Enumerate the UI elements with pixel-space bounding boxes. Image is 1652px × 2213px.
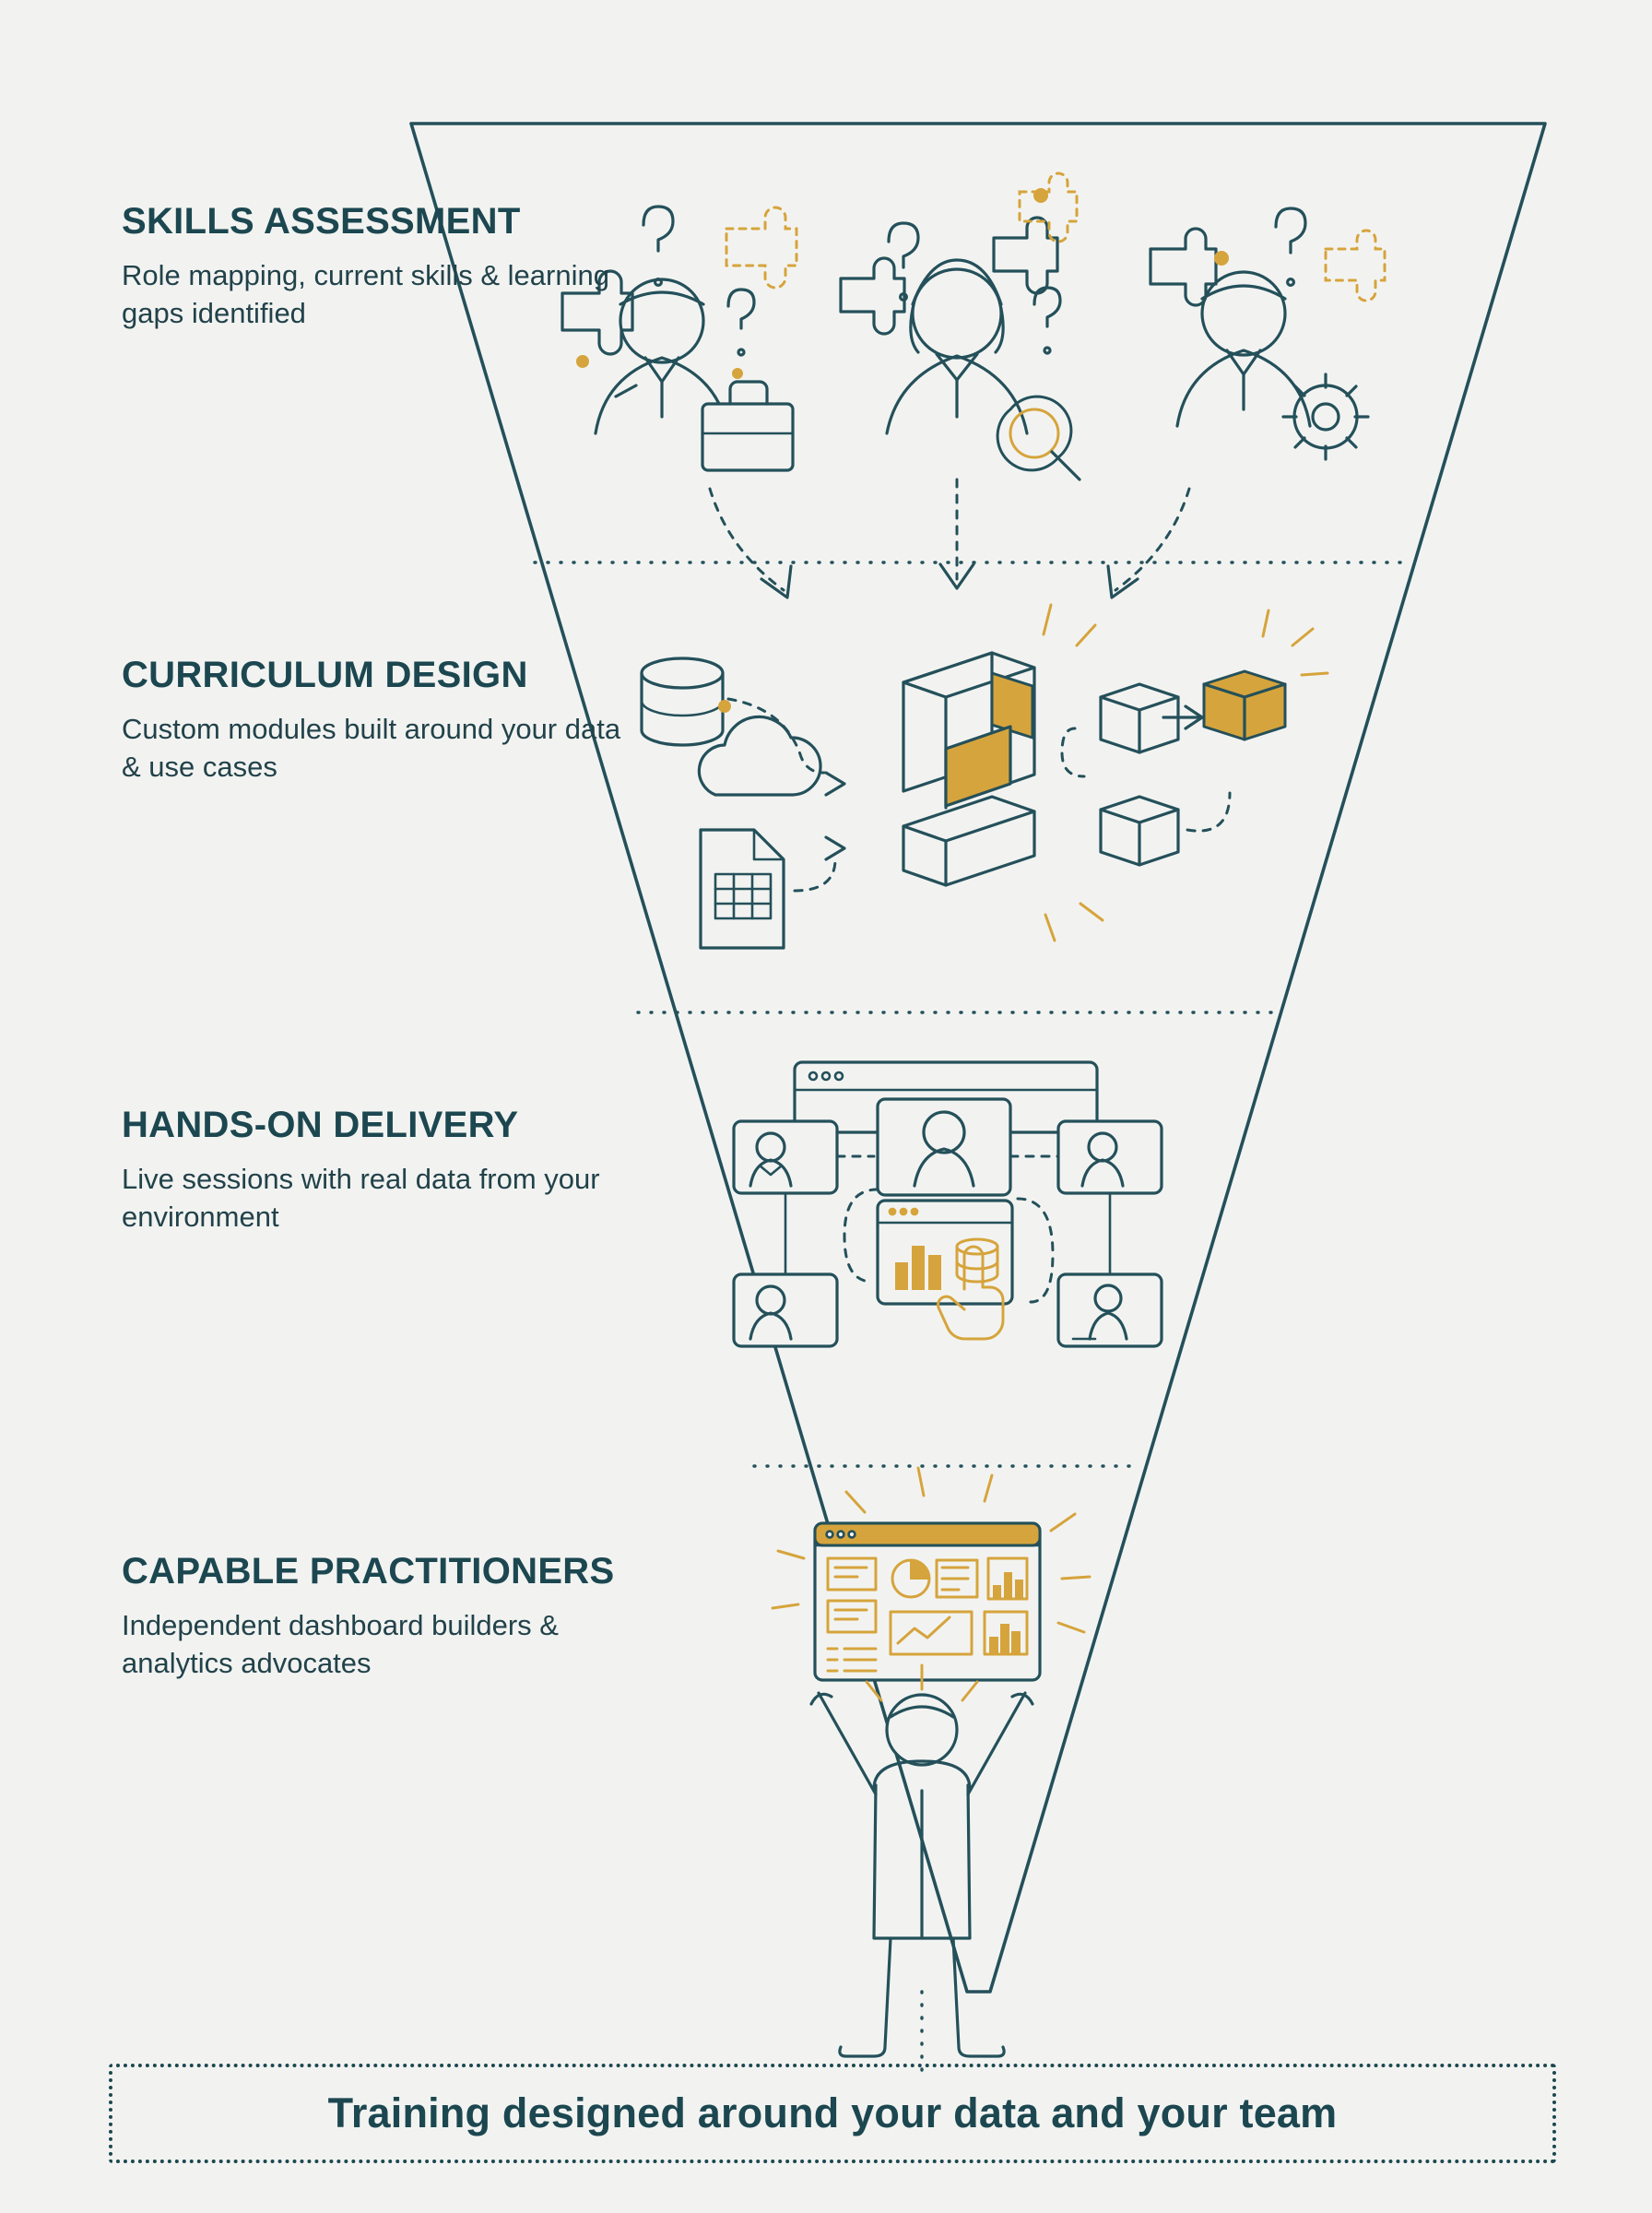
participant-tile-icon <box>1058 1274 1162 1346</box>
stage-title: CAPABLE PRACTITIONERS <box>122 1551 615 1592</box>
gear-icon <box>1283 374 1368 459</box>
person-holding-dashboard-icon <box>811 1665 1032 2056</box>
stage-description: Role mapping, current skills & learning gaps identified <box>122 258 609 329</box>
highlighted-cube-icon <box>1204 610 1328 740</box>
building-blocks-icon <box>903 653 1034 885</box>
hands-on-delivery-icons <box>734 1062 1162 1346</box>
footer-banner <box>109 2064 1556 2163</box>
stage-curriculum-design <box>122 655 638 786</box>
presenter-tile <box>878 1099 1010 1195</box>
participant-tile-icon <box>734 1121 837 1193</box>
stage-title: HANDS-ON DELIVERY <box>122 1105 519 1145</box>
footer-text: Training designed around your data and your team <box>327 2089 1338 2136</box>
sparkle-icon <box>1044 605 1103 941</box>
stage-capable-practitioners <box>122 1551 638 1682</box>
stage-description: Live sessions with real data from your environment <box>122 1162 600 1233</box>
stage-description: Independent dashboard builders & analytics advocates <box>122 1608 559 1679</box>
cube-icon-b <box>1101 797 1178 865</box>
database-icon <box>642 658 723 745</box>
person-with-gear-and-puzzle-icon <box>1150 208 1385 459</box>
participant-tile-icon <box>734 1274 837 1346</box>
stage-skills-assessment <box>122 201 638 332</box>
capable-practitioners-icons <box>773 1468 1090 2056</box>
stage-title: CURRICULUM DESIGN <box>122 655 528 695</box>
curriculum-design-icons <box>642 605 1328 948</box>
stage-description: Custom modules built around your data & use cases <box>122 712 621 783</box>
person-with-magnifier-and-puzzle-icon <box>841 173 1080 479</box>
stage-hands-on-delivery <box>122 1105 638 1236</box>
skills-assessment-icons <box>562 173 1385 598</box>
cloud-icon <box>699 716 820 795</box>
stage-transition-arrows <box>710 479 1189 598</box>
dashboard-window-icon <box>815 1523 1040 1680</box>
stage-title: SKILLS ASSESSMENT <box>122 201 521 242</box>
spreadsheet-file-icon <box>701 830 784 948</box>
participant-tile-icon <box>1058 1121 1162 1193</box>
funnel-outline <box>411 124 1545 1992</box>
